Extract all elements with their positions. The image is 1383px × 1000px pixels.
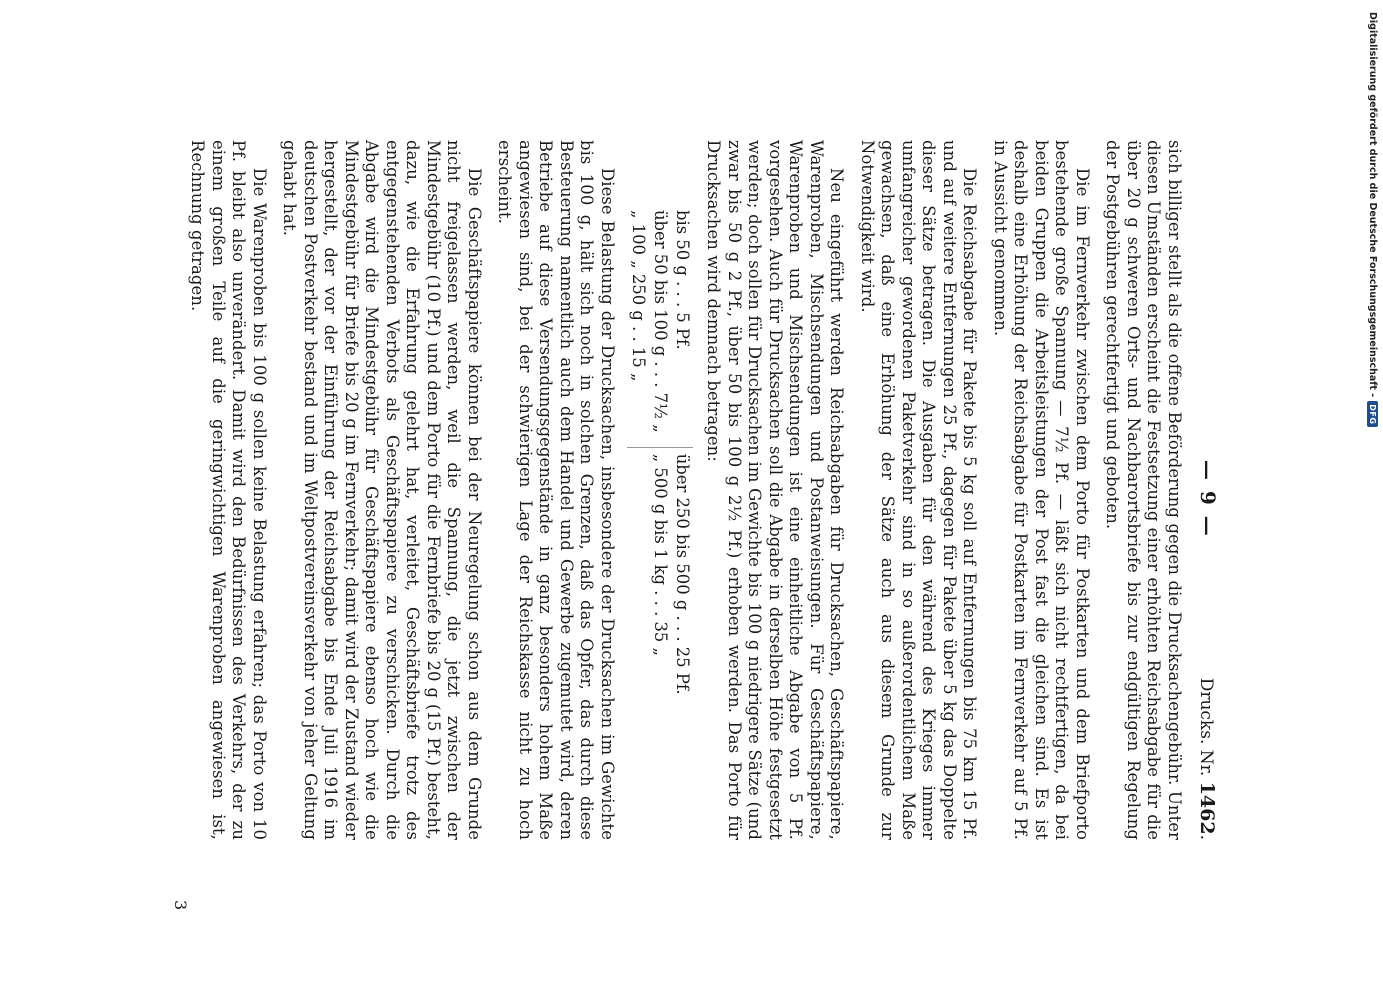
rotated-document-page <box>120 0 1280 1000</box>
postage-rate-table <box>627 210 693 840</box>
paragraph: sich billiger stellt als die offene Beförderung gegen die Drucksachengebühr. Unter diesen Umständen erscheint die Festsetzung einer erhöhten Reichsabgabe für die über 20 g schweren Orts- und Nachbarortsbriefe bis zur endgültigen Regelung der Postgebühren gerechtfertigt und geboten. <box>1103 140 1184 840</box>
paragraph: Diese Belastung der Drucksachen, insbesondere der Drucksachen im Gewichte bis 100 g, hält sich noch in solchen Grenzen, daß das Opfer, das durch diese Besteuerung namentlich auch dem Handel und Gewerbe zugemutet wird, deren Betriebe auf diese Versendungsgegenstände in ganz besonders hohem Maße angewiesen sind, bei der schwierigen Lage der Reichskasse nicht zu hoch erscheint. <box>495 140 617 840</box>
rate-row: über 50 bis 100 g . . . 7½ „ <box>651 210 670 433</box>
drucksache-number: 1462 <box>1196 781 1218 835</box>
rate-row: bis 50 g . . . 5 Pf. <box>673 210 692 350</box>
funding-banner <box>1367 12 1378 427</box>
rate-column-right <box>627 447 693 709</box>
rate-row: „ 500 g bis 1 kg . . . 35 „ <box>651 453 670 657</box>
drucksache-label: Drucks. Nr. <box>1196 677 1216 777</box>
rate-row: „ 100 „ 250 g . . 15 „ <box>629 210 648 382</box>
rate-column-left <box>627 210 693 447</box>
page-content <box>171 140 1220 911</box>
dfg-logo: DFG <box>1367 401 1378 427</box>
paragraph: Die Reichsabgabe für Pakete bis 5 kg soll auf Entfernungen bis 75 km 15 Pf. und auf weitere Entfernungen 25 Pf., dagegen für Pakete über 5 kg das Doppelte dieser Sätze betragen. Die Ausgaben für den während des Krieges immer umfangreicher gewordenen Paketverkehr sind in so außerordentlichem Maße gewachsen, daß eine Erhöhung der Sätze auch aus diesem Grunde zur Notwendigkeit wird. <box>858 140 980 840</box>
paragraph: Die Geschäftspapiere können bei der Neuregelung schon aus dem Grunde nicht freigelassen werden, weil die Spannung, die jetzt zwischen der Mindestgebühr (10 Pf.) und dem Porto für die Fernbriefe bis 20 g (15 Pf.) besteht, dazu, wie die Erfahrung gelehrt hat, verleitet, Geschäftsbriefe trotz des entgegenstehenden Verbots als Geschäftspapiere zu verschicken. Durch die Abgabe wird die Mindestgebühr für Geschäftspapiere ebenso hoch wie die Mindestgebühr für Briefe bis 20 g im Fernverkehr; damit wird der Zustand wieder hergestellt, der vor der Einführung der Reichsabgabe bis Ende Juli 1916 im deutschen Postverkehr bestand und im Weltpostvereinsverkehr von jeher Geltung gehabt hat. <box>280 140 484 840</box>
paragraph: Die Warenproben bis 100 g sollen keine Belastung erfahren; das Porto von 10 Pf. bleibt also unverändert. Damit wird den Bedürfnissen des Verkehrs, der zu einem großen Teile auf die geringwichtigen Warenproben angewiesen ist, Rechnung getragen. <box>188 140 269 840</box>
page-header <box>1196 140 1220 840</box>
paragraph: Die im Fernverkehr zwischen dem Porto für Postkarten und dem Briefporto bestehende große Spannung — 7½ Pf. — läßt sich nicht rechtfertigen, da bei beiden Gruppen die Arbeitsleistungen der Post fast die gleichen sind. Es ist deshalb eine Erhöhung der Reichsabgabe für Postkarten im Fernverkehr auf 5 Pf. in Aussicht genommen. <box>991 140 1092 840</box>
page-number: — 9 — <box>1196 459 1220 538</box>
paragraph: Neu eingeführt werden Reichsabgaben für Drucksachen, Geschäftspapiere, Warenproben, Mischsendungen und Postanweisungen. Für Geschäftspapiere, Warenproben und Mischsendungen ist eine einheitliche Abgabe von 5 Pf. vorgesehen. Auch für Drucksachen soll die Abgabe in derselben Höhe festgesetzt werden; doch sollen für Drucksachen im Gewichte bis 100 g niedrigere Sätze (und zwar bis 50 g 2 Pf., über 50 bis 100 g 2½ Pf.) erhoben werden. Das Porto für Drucksachen wird demnach betragen: <box>704 140 847 840</box>
drucksache-reference: Drucks. Nr. 1462. <box>1196 677 1218 840</box>
rate-row: über 250 bis 500 g . . . 25 Pf. <box>673 453 692 695</box>
funding-text: Digitalisierung gefördert durch die Deutsche Forschungsgemeinschaft - <box>1367 12 1378 398</box>
page-footer-number: 3 <box>171 900 190 911</box>
